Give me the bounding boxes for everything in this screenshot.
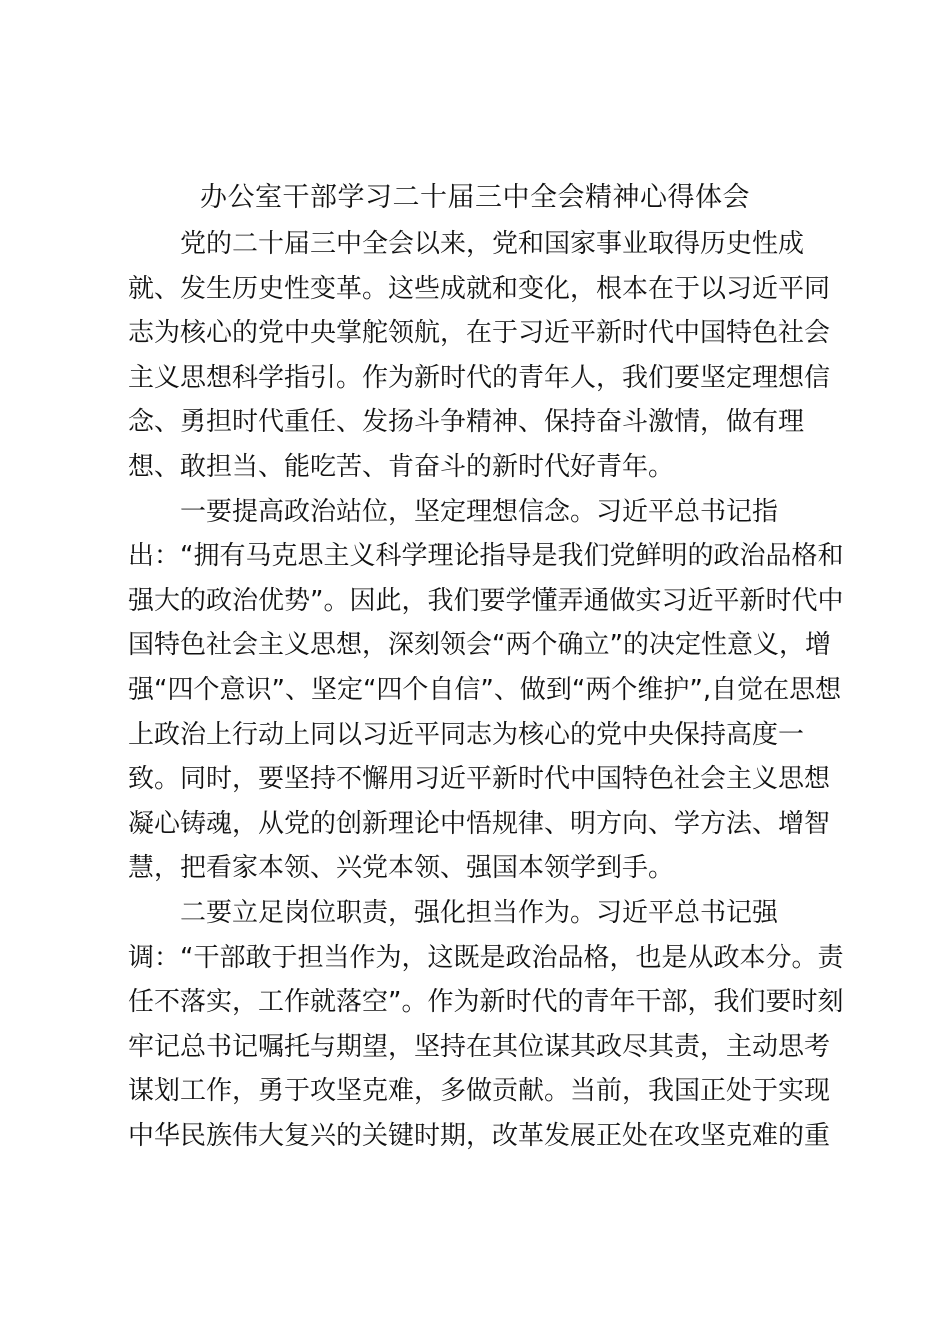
paragraph-2-line-4: 国特色社会主义思想，深刻领会“两个确立”的决定性意义，增	[128, 630, 831, 661]
paragraph-2-line-3: 强大的政治优势”。因此，我们要学懂弄通做实习近平新时代中	[128, 585, 844, 616]
paragraph-3-line-4: 牢记总书记嘱托与期望，坚持在其位谋其政尽其责，主动思考	[128, 1031, 831, 1062]
paragraph-3-line-2: 调：“干部敢于担当作为，这既是政治品格，也是从政本分。责	[128, 942, 844, 973]
paragraph-2-line-5: 强“四个意识”、坚定“四个自信”、做到“两个维护”,自觉在思想	[128, 674, 842, 705]
paragraph-1-line-5: 念、勇担时代重任、发扬斗争精神、保持奋斗激情，做有理	[128, 407, 805, 438]
paragraph-1-line-3: 志为核心的党中央掌舵领航，在于习近平新时代中国特色社会	[128, 318, 831, 349]
paragraph-1-line-6: 想、敢担当、能吃苦、肯奋斗的新时代好青年。	[128, 451, 675, 482]
paragraph-3-line-3: 任不落实，工作就落空”。作为新时代的青年干部，我们要时刻	[128, 987, 844, 1018]
paragraph-1-line-2: 就、发生历史性变革。这些成就和变化，根本在于以习近平同	[128, 273, 831, 304]
document-body	[128, 222, 848, 1158]
paragraph-2-line-1: 一要提高政治站位，坚定理想信念。习近平总书记指	[180, 496, 779, 527]
paragraph-1-line-4: 主义思想科学指引。作为新时代的青年人，我们要坚定理想信	[128, 362, 831, 393]
paragraph-3-line-1: 二要立足岗位职责，强化担当作为。习近平总书记强	[180, 897, 779, 928]
paragraph-3-line-5: 谋划工作，勇于攻坚克难，多做贡献。当前，我国正处于实现	[128, 1076, 831, 1107]
paragraph-2-line-2: 出：“拥有马克思主义科学理论指导是我们党鲜明的政治品格和	[128, 541, 844, 572]
paragraph-2-line-7: 致。同时，要坚持不懈用习近平新时代中国特色社会主义思想	[128, 764, 831, 795]
document-title: 办公室干部学习二十届三中全会精神心得体会	[200, 182, 750, 213]
paragraph-2-line-8: 凝心铸魂，从党的创新理论中悟规律、明方向、学方法、增智	[128, 808, 831, 839]
paragraph-2-line-6: 上政治上行动上同以习近平同志为核心的党中央保持高度一	[128, 719, 805, 750]
paragraph-2-line-9: 慧，把看家本领、兴党本领、强国本领学到手。	[128, 853, 675, 884]
paragraph-1-line-1: 党的二十届三中全会以来，党和国家事业取得历史性成	[180, 229, 805, 259]
paragraph-3-line-6: 中华民族伟大复兴的关键时期，改革发展正处在攻坚克难的重	[128, 1120, 831, 1151]
